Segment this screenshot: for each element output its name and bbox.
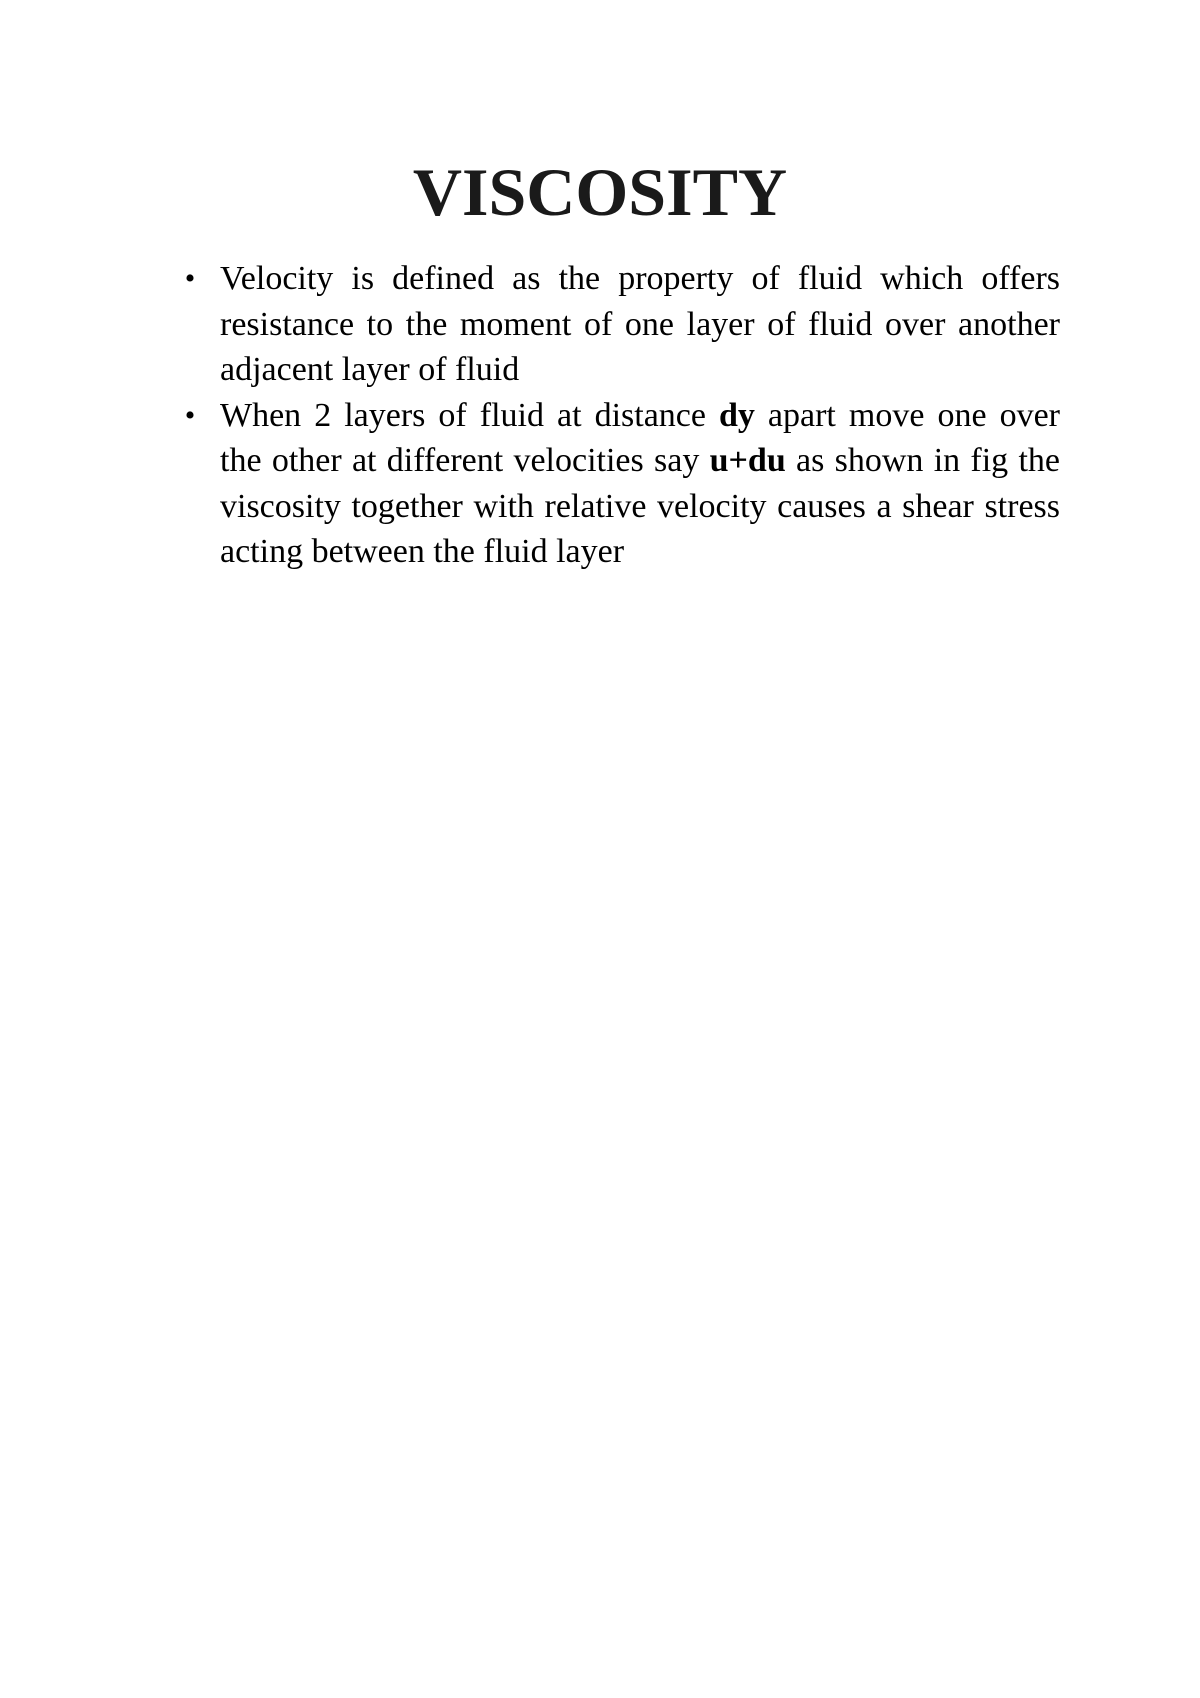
page-title: VISCOSITY [412, 154, 788, 230]
bullet-icon: • [184, 262, 196, 295]
bullet-text-part: as shown in fig the viscosity together with relative velocity causes a shear stress acting between the fluid layer [220, 442, 1060, 570]
bold-term-dy: dy [718, 396, 755, 434]
bullet-text-part: When 2 layers of fluid at distance [220, 396, 719, 434]
bullet-text-part: apart move one over the other at different velocities say [220, 396, 1060, 479]
bold-term-u-du: u+du [709, 442, 786, 479]
bullet-list [184, 256, 1060, 575]
bullet-icon: • [184, 398, 196, 432]
bullet-text: Velocity is defined as the property of fluid which offers resistance to the moment of one layer of fluid over another adjacent layer of fluid [220, 260, 1060, 388]
list-item [184, 256, 1060, 393]
list-item [184, 393, 1060, 575]
